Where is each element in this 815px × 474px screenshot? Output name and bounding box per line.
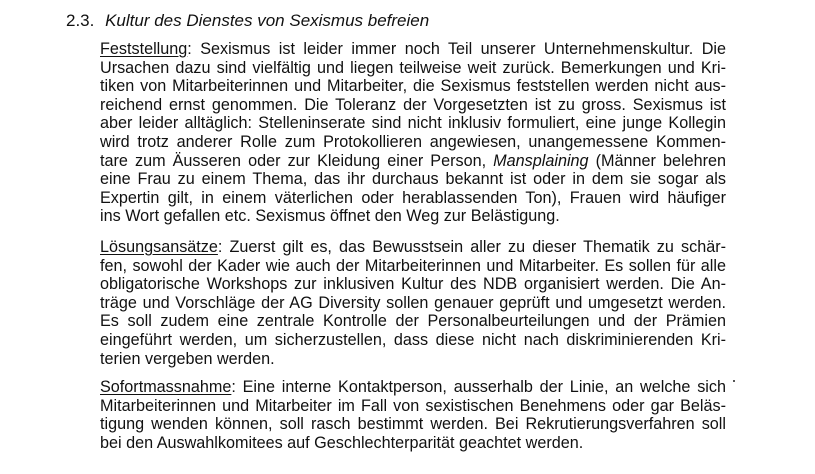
paragraph-sofortmassnahme (100, 378, 726, 452)
paragraph-line: eingeführt werden, um sicherzustellen, dass diese nicht nach diskriminierenden Kri- (100, 330, 726, 349)
paragraph-line: Expertin gilt, in einem väterlichen oder herablassenden Ton), Frauen wird häufiger (100, 188, 726, 207)
paragraph-line: träge und Vorschläge der AG Diversity sollen genauer geprüft und umgesetzt werden. (100, 293, 726, 312)
paragraph-line: obligatorische Workshops zur inklusiven Kultur des NDB organisiert werden. Die An- (100, 275, 726, 294)
paragraph-line: tigung wenden können, soll rasch bestimmt werden. Bei Rekrutierungsverfahren soll (100, 415, 726, 434)
paragraph-line: tare zum Äusseren oder zur Kleidung einer Person, Mansplaining (Männer belehren (100, 151, 726, 170)
section-title: Kultur des Dienstes von Sexismus befreien (105, 11, 430, 30)
italic-term: Mansplaining (493, 151, 589, 170)
paragraph-line: ins Wort gefallen etc. Sexismus öffnet den Weg zur Belästigung. (100, 207, 560, 226)
paragraph-line: eine Frau zu einem Thema, das ihr durchaus bekannt ist oder in dem sie sogar als (100, 170, 726, 189)
paragraph-line: bei den Auswahlkomitees auf Geschlechterparität geachtet werden. (100, 433, 584, 452)
paragraph-line: Sofortmassnahme: Eine interne Kontaktperson, ausserhalb der Linie, an welche sich (100, 378, 726, 396)
paragraph-label: Feststellung (100, 40, 188, 58)
paragraph-line: fen, sowohl der Kader wie auch der Mitarbeiterinnen und Mitarbeiter. Es sollen für alle (100, 256, 726, 275)
paragraph-line: tiken von Mitarbeiterinnen und Mitarbeiter, die Sexismus feststellen werden nicht aus- (100, 77, 726, 96)
paragraph-loesungsansaetze (100, 238, 726, 368)
paragraph-line: reichend ernst genommen. Die Toleranz der Vorgesetzten ist zu gross. Sexismus ist (100, 95, 726, 114)
section-heading (66, 10, 429, 32)
paragraph-line: Ursachen dazu sind vielfältig und liegen teilweise weit zurück. Bemerkungen und Kri- (100, 58, 726, 77)
paragraph-line: Feststellung: Sexismus ist leider immer noch Teil unserer Unternehmenskultur. Die (100, 40, 726, 58)
paragraph-line: Mitarbeiterinnen und Mitarbeiter im Fall von sexistischen Benehmens oder gar Beläs- (100, 396, 726, 415)
paragraph-line: Lösungsansätze: Zuerst gilt es, das Bewusstsein aller zu dieser Thematik zu schär- (100, 238, 726, 256)
paragraph-label: Sofortmassnahme (100, 378, 232, 396)
paragraph-line: Es soll zudem eine zentrale Kontrolle der Personalbeurteilungen und der Prämien (100, 312, 726, 331)
paragraph-line: aber leider alltäglich: Stelleninserate sind nicht inklusiv formuliert, eine junge Kollegin (100, 114, 726, 133)
paragraph-line: wird trotz anderer Rolle zum Protokollieren angewiesen, unangemessene Kommen- (100, 132, 726, 151)
paragraph-line: terien vergeben werden. (100, 349, 275, 368)
paragraph-feststellung (100, 40, 726, 226)
paragraph-label: Lösungsansätze (100, 238, 218, 256)
section-number: 2.3. (66, 11, 95, 30)
scan-speck (733, 380, 735, 382)
